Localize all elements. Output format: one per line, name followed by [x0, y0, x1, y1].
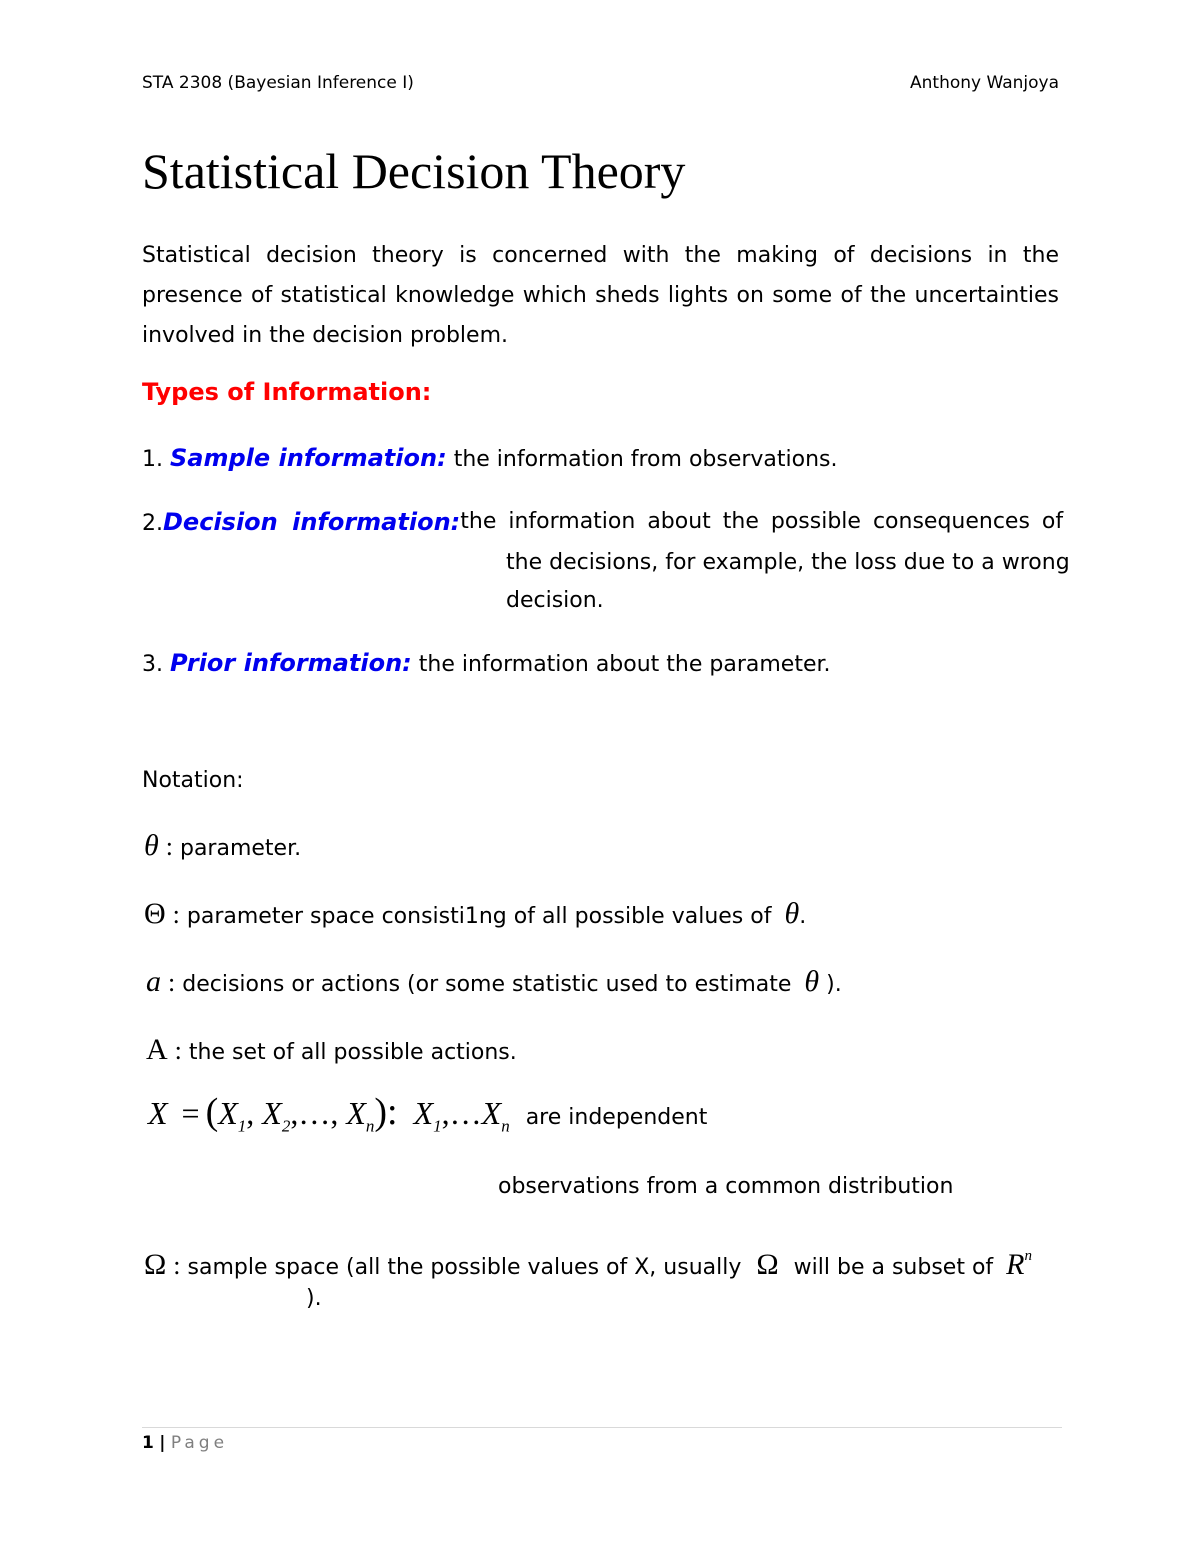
ellipsis: …: [298, 1095, 331, 1131]
var-X2: X: [262, 1095, 282, 1131]
intro-line-1: Statistical decision theory is concerned with the making of decisions in the: [142, 243, 1059, 268]
notation-action-set: [146, 1030, 517, 1073]
intro-line-2: presence of statistical knowledge which sheds lights on some of the uncertainties: [142, 283, 1059, 308]
colon: :: [165, 832, 173, 861]
var-X: X: [148, 1095, 168, 1131]
notation-sample-vector: [148, 1090, 707, 1138]
var-Xn: X: [481, 1095, 502, 1131]
type-item-decision: [142, 502, 1064, 544]
type-term: Prior information:: [170, 649, 412, 677]
R-symbol: R: [1006, 1248, 1025, 1281]
math-formula: $X = (X_1$, $X_2,\dots$, $X_n$): $X_1,\dots X_n$: [148, 1091, 510, 1136]
sub-1: 1: [237, 1116, 247, 1136]
notation-text: parameter space consisti1ng of all possible values of: [186, 904, 772, 929]
type-number: 3.: [142, 652, 163, 677]
intro-paragraph: [142, 236, 1059, 356]
intro-line-3: involved in the decision problem.: [142, 323, 509, 348]
page-number-value: 1: [142, 1433, 154, 1453]
ellipsis: …: [449, 1095, 482, 1131]
R-superscript: n: [1024, 1248, 1032, 1264]
type-text: the information about the possible consequences of: [460, 509, 1064, 534]
notation-theta: [144, 826, 301, 869]
type-text: the information from observations.: [453, 447, 838, 472]
type-text-cont-2: decision.: [506, 588, 604, 613]
theta-symbol: θ: [144, 829, 159, 862]
notation-text: sample space (all the possible values of X, usually: [187, 1255, 742, 1280]
equals-sign: =: [181, 1095, 200, 1131]
notation-text: parameter.: [179, 836, 302, 861]
notation-text-cont: observations from a common distribution: [498, 1174, 954, 1199]
page-number: [142, 1433, 228, 1453]
type-item-sample: [142, 438, 838, 480]
type-term: Decision information:: [163, 508, 461, 536]
notation-text: the set of all possible actions.: [188, 1040, 517, 1065]
sub-2: 2: [281, 1116, 291, 1136]
a-symbol: a: [146, 965, 161, 998]
type-item-prior: [142, 643, 831, 685]
type-number: 2.: [142, 511, 163, 536]
notation-text: are independent: [525, 1105, 708, 1130]
open-paren: (: [205, 1091, 219, 1133]
type-term: Sample information:: [170, 444, 447, 472]
footer-divider: [142, 1427, 1062, 1428]
sub-1: 1: [433, 1116, 442, 1136]
header-author: Anthony Wanjoya: [910, 73, 1059, 93]
header-course: STA 2308 (Bayesian Inference I): [142, 73, 414, 93]
sub-n: n: [365, 1116, 375, 1136]
page-separator: |: [159, 1433, 166, 1453]
notation-text-2: will be a subset of: [793, 1255, 994, 1280]
omega-symbol: Ω: [144, 1248, 167, 1281]
A-symbol: A: [146, 1033, 168, 1066]
notation-actions: [146, 962, 842, 1005]
theta-symbol: θ: [784, 897, 800, 930]
type-text: the information about the parameter.: [418, 652, 831, 677]
colon: :: [173, 1251, 181, 1280]
colon: :: [172, 900, 180, 929]
capital-theta-symbol: Θ: [144, 897, 166, 930]
notation-sample-space: [144, 1236, 1032, 1288]
var-Xn: X: [346, 1095, 366, 1131]
notation-theta-space: [144, 894, 806, 937]
type-number: 1.: [142, 447, 163, 472]
colon: :: [168, 968, 176, 997]
close-paren: ):: [374, 1091, 398, 1133]
var-X1: X: [218, 1095, 238, 1131]
theta-symbol: θ: [804, 965, 820, 998]
var-X1: X: [413, 1095, 434, 1131]
omega-symbol: Ω: [756, 1248, 779, 1281]
colon: :: [174, 1036, 182, 1065]
page-label: Page: [170, 1433, 229, 1453]
page-title: Statistical Decision Theory: [142, 143, 686, 199]
close-paren: ).: [826, 972, 842, 997]
types-heading: Types of Information:: [142, 378, 432, 406]
close-paren-line: ).: [306, 1286, 322, 1311]
type-text-cont-1: the decisions, for example, the loss due to a wrong: [506, 550, 1070, 575]
period: .: [799, 904, 807, 929]
notation-heading: Notation:: [142, 768, 244, 793]
sub-n: n: [501, 1116, 510, 1136]
notation-text: decisions or actions (or some statistic used to estimate: [182, 972, 792, 997]
